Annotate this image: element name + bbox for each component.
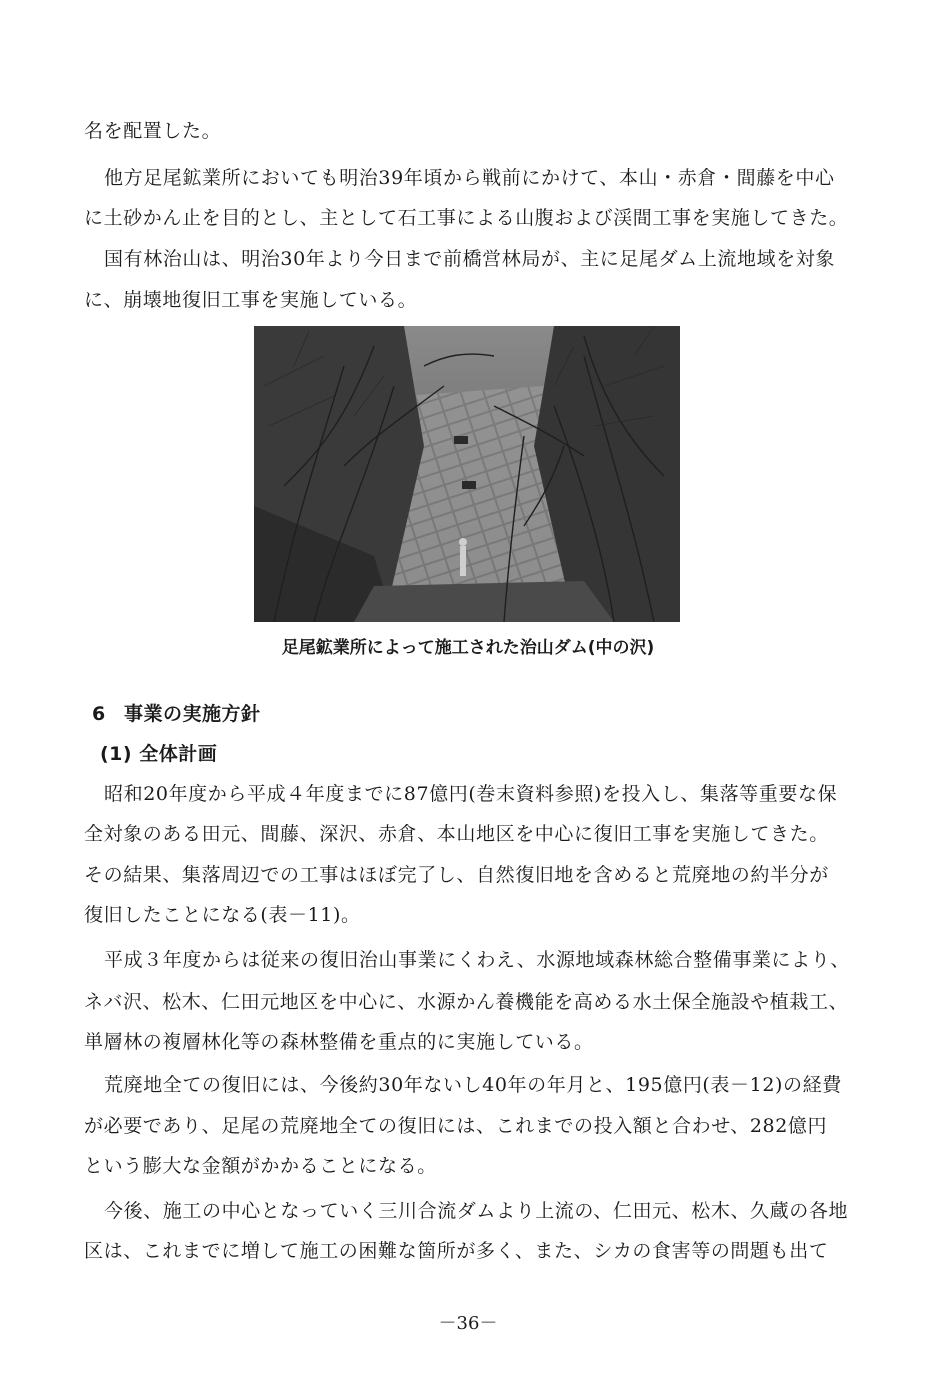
text-line: 全対象のある田元、間藤、深沢、赤倉、本山地区を中心に復旧工事を実施してきた。 bbox=[84, 823, 829, 845]
text-line: 荒廃地全ての復旧には、今後約30年ないし40年の年月と、195億円(表－12)の経費 bbox=[104, 1074, 842, 1096]
dam-photo-illustration bbox=[254, 326, 680, 622]
text-line: その結果、集落周辺での工事はほぼ完了し、自然復旧地を含めると荒廃地の約半分が bbox=[84, 864, 829, 886]
photo-caption: 足尾鉱業所によって施工された治山ダム(中の沢) bbox=[281, 638, 655, 658]
section-title: 事業の実施方針 bbox=[124, 703, 261, 725]
text-line: という膨大な金額がかかることになる。 bbox=[84, 1155, 437, 1177]
text-line: 他方足尾鉱業所においても明治39年頃から戦前にかけて、本山・赤倉・間藤を中心 bbox=[104, 167, 835, 189]
text-line: 単層林の複層林化等の森林整備を重点的に実施している。 bbox=[84, 1031, 594, 1053]
text-line: 復旧したことになる(表－11)。 bbox=[84, 904, 361, 926]
section-number: 6 bbox=[92, 703, 106, 725]
text-line: ネバ沢、松木、仁田元地区を中心に、水源かん養機能を高める水土保全施設や植栽工、 bbox=[84, 991, 849, 1013]
text-line: 平成３年度からは従来の復旧治山事業にくわえ、水源地域森林総合整備事業により、 bbox=[104, 949, 850, 971]
text-line: 昭和20年度から平成４年度までに87億円(巻末資料参照)を投入し、集落等重要な保 bbox=[104, 783, 838, 805]
subsection-title: (1) 全体計画 bbox=[100, 743, 218, 765]
text-line: に土砂かん止を目的とし、主として石工事による山腹および渓間工事を実施してきた。 bbox=[84, 207, 849, 229]
page-number: －36－ bbox=[438, 1313, 498, 1334]
text-line: に、崩壊地復旧工事を実施している。 bbox=[84, 289, 418, 311]
text-line: 区は、これまでに増して施工の困難な箇所が多く、また、シカの食害等の問題も出て bbox=[84, 1240, 829, 1262]
text-line: 国有林治山は、明治30年より今日まで前橋営林局が、主に足尾ダム上流地域を対象 bbox=[104, 248, 835, 270]
text-line: 今後、施工の中心となっていく三川合流ダムより上流の、仁田元、松木、久蔵の各地 bbox=[104, 1200, 849, 1222]
dam-photo bbox=[254, 326, 680, 622]
text-line: 名を配置した。 bbox=[84, 120, 222, 142]
text-line: が必要であり、足尾の荒廃地全ての復旧には、これまでの投入額と合わせ、282億円 bbox=[84, 1115, 828, 1137]
